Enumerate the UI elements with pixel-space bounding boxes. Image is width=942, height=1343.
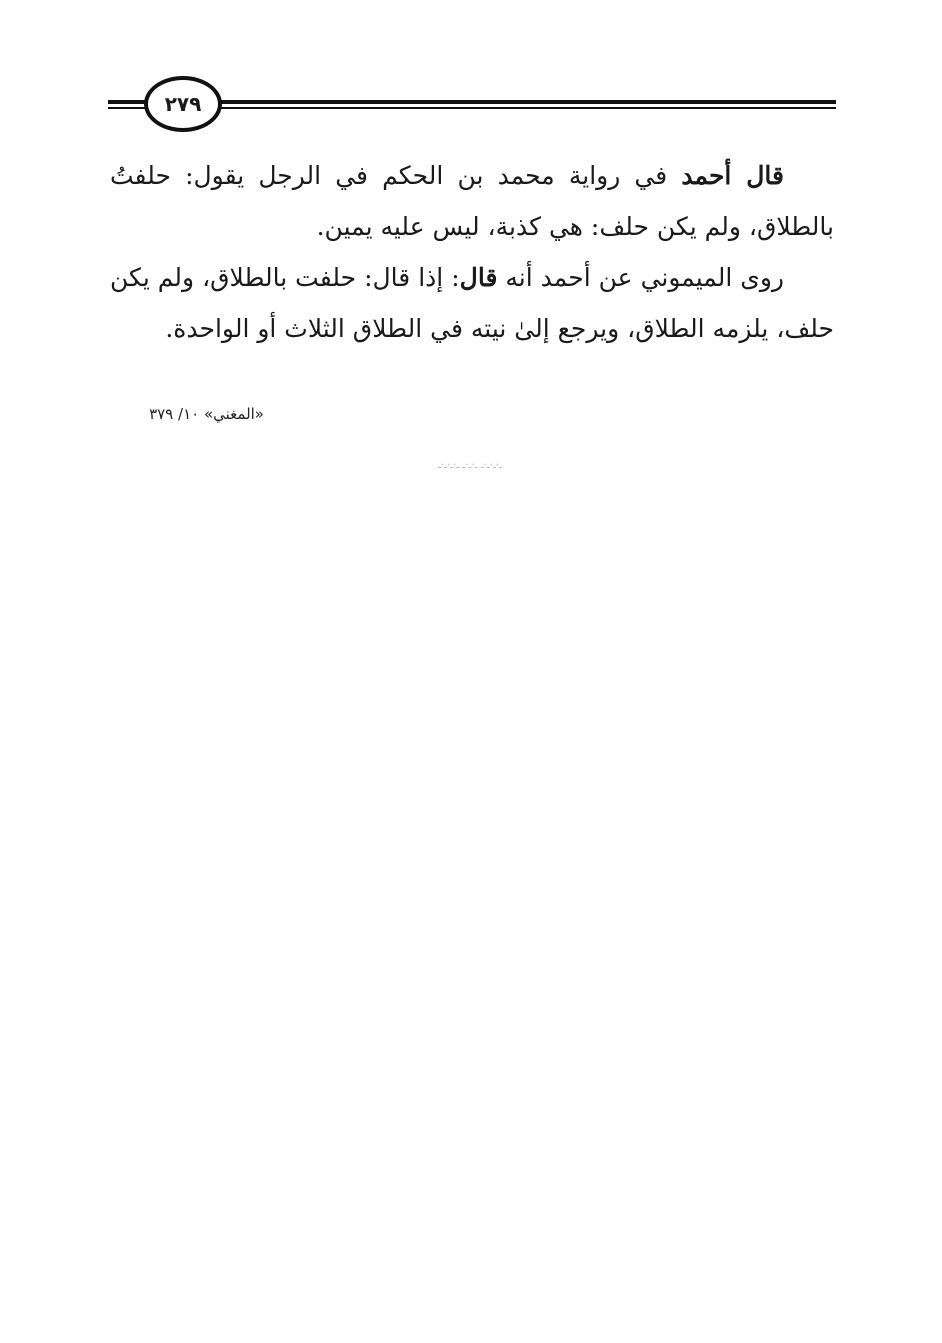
section-ornament: ـ·ـ·ـ·ـ ـ·ـ·ـ ـ·ـ·ـ·ـ bbox=[437, 460, 502, 471]
paragraph-1-rest: في رواية محمد بن الحكم في الرجل يقول: حلفتُ بالطلاق، ولم يكن حلف: هي كذبة، ليس عليه يمين. bbox=[110, 161, 834, 241]
paragraph-2 bbox=[110, 252, 834, 354]
page-number-badge bbox=[144, 76, 222, 132]
page-number: ٢٧٩ bbox=[164, 92, 202, 116]
paragraph-2-part2: : إذا قال: حلفت بالطلاق، ولم يكن حلف، يلزمه الطلاق، ويرجع إلىٰ نيته في الطلاق الثلاث أو الواحدة. bbox=[110, 263, 834, 343]
paragraph-1 bbox=[110, 150, 834, 252]
paragraph-2-part1: روى الميموني عن أحمد أنه bbox=[497, 263, 784, 292]
paragraph-1-lead: قال أحمد bbox=[681, 161, 784, 190]
page-content bbox=[110, 150, 834, 354]
paragraph-2-bold: قال bbox=[459, 263, 498, 292]
page-header bbox=[108, 74, 836, 134]
source-citation: «المغني» ١٠/ ٣٧٩ bbox=[149, 405, 264, 423]
